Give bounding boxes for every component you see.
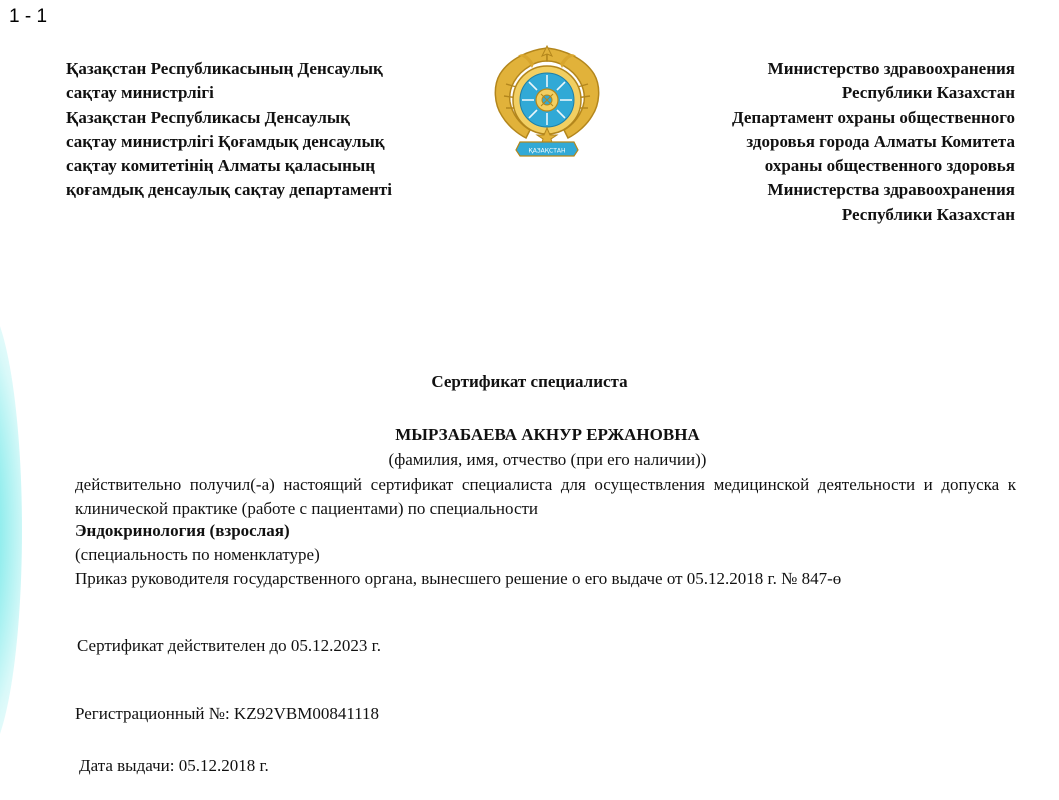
valid-until-line: Сертификат действителен до 05.12.2023 г.	[77, 636, 381, 655]
header-left-line: Қазақстан Республикасының Денсаулық	[66, 59, 383, 78]
header-right-line: Республики Казахстан	[841, 204, 1015, 224]
header-right-line: Республики Казахстан	[841, 83, 1015, 103]
holder-name: МЫРЗАБАЕВА АКНУР ЕРЖАНОВНА	[395, 425, 700, 444]
specialty: Эндокринология (взрослая)	[75, 521, 290, 540]
header-right-line: охраны общественного здоровья	[764, 156, 1015, 176]
header-left-line: Қазақстан Республикасы Денсаулық	[66, 107, 350, 127]
issue-date-line: Дата выдачи: 05.12.2018 г.	[79, 756, 269, 775]
specialty-note: (специальность по номенклатуре)	[75, 545, 320, 564]
edge-glow-decoration	[0, 300, 22, 760]
page-indicator: 1 - 1	[9, 6, 48, 27]
document-title: Сертификат специалиста	[431, 372, 628, 391]
emblem-banner-text: ҚАЗАҚСТАН	[528, 147, 566, 155]
header-right-line: Министерства здравоохранения	[767, 180, 1015, 200]
holder-name-note: (фамилия, имя, отчество (при его наличии))	[388, 450, 707, 469]
header-left-kazakh	[66, 57, 392, 203]
header-left-line: сақтау комитетінің Алматы қаласының	[66, 156, 376, 176]
header-right-russian	[732, 57, 1015, 227]
certificate-body-text: действительно получил(-а) настоящий сертификат специалиста для осуществления медицинской деятельности и допуска к клинической практике (работе с пациентами) по специальности	[75, 475, 1016, 518]
registration-number-line: Регистрационный №: KZ92VBM00841118	[75, 704, 380, 723]
header-right-line: Министерство здравоохранения	[767, 59, 1015, 78]
header-left-line: сақтау министрлігі	[66, 83, 214, 103]
state-emblem-icon	[490, 44, 604, 160]
order-line: Приказ руководителя государственного органа, вынесшего решение о его выдаче от 05.12.2018 г. № 847-ө	[75, 569, 842, 588]
header-right-line: Департамент охраны общественного	[731, 107, 1015, 127]
header-left-line: қоғамдық денсаулық сақтау департаменті	[66, 180, 392, 200]
header-right-line: здоровья города Алматы Комитета	[746, 131, 1015, 151]
header-left-line: сақтау министрлігі Қоғамдық денсаулық	[66, 131, 385, 151]
